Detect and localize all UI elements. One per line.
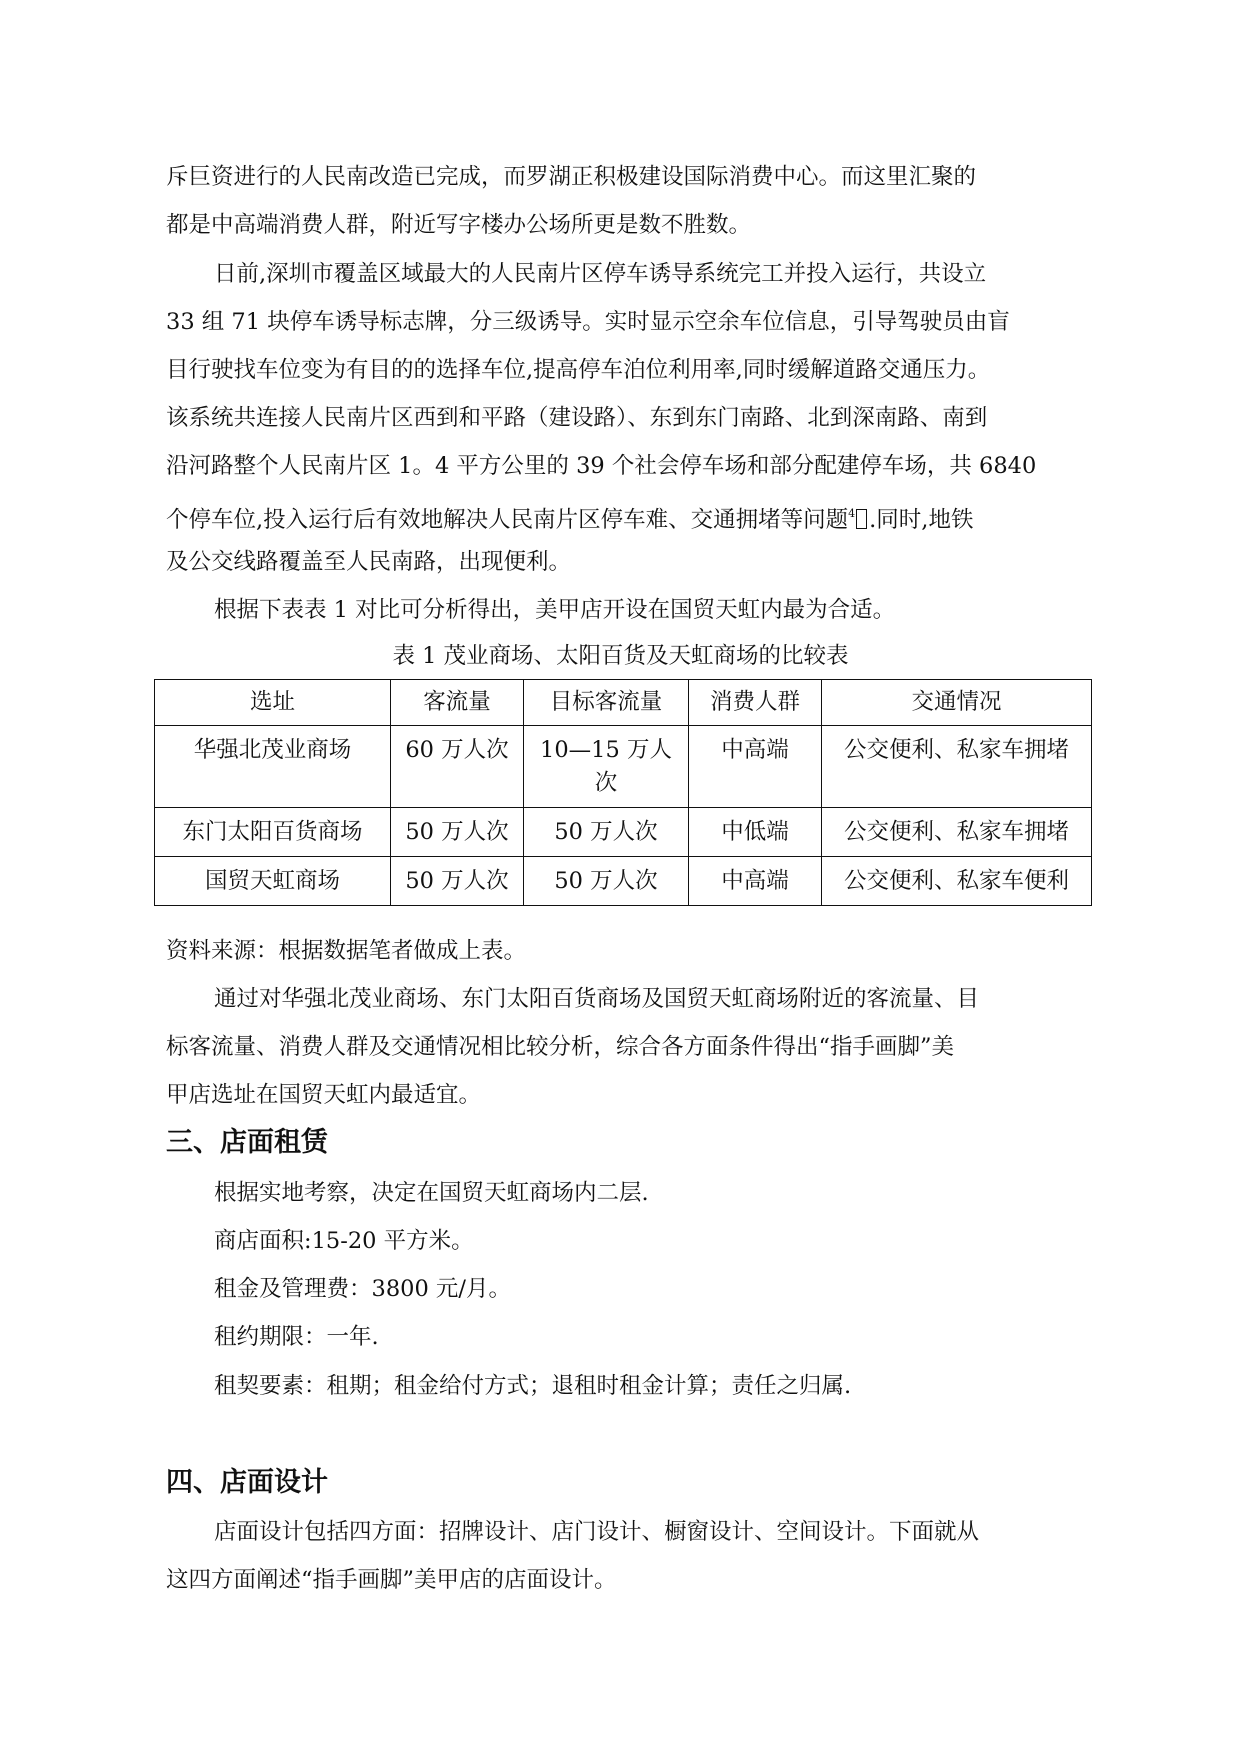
table-row (155, 726, 1092, 808)
body-text-fragment: .同时,地铁 (869, 507, 974, 533)
body-text-line: 33 组 71 块停车诱导标志牌，分三级诱导。实时显示空余车位信息，引导驾驶员由盲 (166, 309, 1010, 335)
table-cell: 东门太阳百货商场 (155, 808, 391, 857)
body-text-line: 租契要素：租期；租金给付方式；退租时租金计算；责任之归属. (214, 1373, 852, 1399)
table-row (155, 857, 1092, 906)
body-text-line: 商店面积:15-20 平方米。 (214, 1228, 474, 1254)
column-header: 客流量 (391, 680, 524, 726)
table-cell: 60 万人次 (391, 726, 524, 808)
column-header: 目标客流量 (524, 680, 689, 726)
column-header: 选址 (155, 680, 391, 726)
table-cell: 中低端 (689, 808, 822, 857)
body-text-line (166, 498, 1091, 536)
column-header: 交通情况 (822, 680, 1092, 726)
body-text-line: 沿河路整个人民南片区 1。4 平方公里的 39 个社会停车场和部分配建停车场，共 6840 (166, 453, 1037, 479)
comparison-table (154, 679, 1092, 906)
table-cell: 中高端 (689, 726, 822, 808)
table-cell: 国贸天虹商场 (155, 857, 391, 906)
body-text-line: 根据实地考察，决定在国贸天虹商场内二层. (214, 1180, 649, 1206)
table-cell: 公交便利、私家车拥堵 (822, 726, 1092, 808)
table-source-note: 资料来源：根据数据笔者做成上表。 (166, 938, 527, 964)
body-text-line: 都是中高端消费人群，附近写字楼办公场所更是数不胜数。 (166, 212, 752, 238)
table-cell: 中高端 (689, 857, 822, 906)
section-heading: 四、店面设计 (166, 1467, 328, 1498)
body-text-fragment: 个停车位,投入运行后有效地解决人民南片区停车难、交通拥堵等问题 (166, 507, 849, 533)
table-cell: 华强北茂业商场 (155, 726, 391, 808)
table-row (155, 808, 1092, 857)
body-text-line: 及公交线路覆盖至人民南路，出现便利。 (166, 549, 572, 575)
body-text-line: 店面设计包括四方面：招牌设计、店门设计、橱窗设计、空间设计。下面就从 (214, 1519, 980, 1545)
body-text-line: 甲店选址在国贸天虹内最适宜。 (166, 1082, 482, 1108)
table-cell: 50 万人次 (391, 857, 524, 906)
table-cell: 10—15 万人次 (524, 726, 689, 808)
body-text-line: 通过对华强北茂业商场、东门太阳百货商场及国贸天虹商场附近的客流量、目 (214, 986, 980, 1012)
missing-glyph-box (856, 509, 867, 529)
body-text-line: 根据下表表 1 对比可分析得出，美甲店开设在国贸天虹内最为合适。 (214, 597, 896, 623)
body-text-line: 租约期限：一年. (214, 1324, 379, 1350)
body-text-line: 目行驶找车位变为有目的的选择车位,提高停车泊位利用率,同时缓解道路交通压力。 (166, 357, 991, 383)
table-cell: 50 万人次 (524, 857, 689, 906)
table-cell: 公交便利、私家车便利 (822, 857, 1092, 906)
column-header: 消费人群 (689, 680, 822, 726)
body-text-line: 斥巨资进行的人民南改造已完成，而罗湖正积极建设国际消费中心。而这里汇聚的 (166, 164, 977, 190)
table-cell: 50 万人次 (391, 808, 524, 857)
table-header-row (155, 680, 1092, 726)
footnote-reference: 4 (848, 507, 856, 520)
table-cell: 公交便利、私家车拥堵 (822, 808, 1092, 857)
body-text-line: 该系统共连接人民南片区西到和平路（建设路）、东到东门南路、北到深南路、南到 (166, 405, 988, 431)
body-text-line: 标客流量、消费人群及交通情况相比较分析，综合各方面条件得出“指手画脚”美 (166, 1034, 955, 1060)
body-text-line: 这四方面阐述“指手画脚”美甲店的店面设计。 (166, 1567, 617, 1593)
table-cell: 50 万人次 (524, 808, 689, 857)
body-text-line: 租金及管理费：3800 元/月。 (214, 1276, 511, 1302)
table-caption: 表 1 茂业商场、太阳百货及天虹商场的比较表 (392, 643, 849, 669)
section-heading: 三、店面租赁 (166, 1127, 328, 1158)
body-text-line: 日前,深圳市覆盖区域最大的人民南片区停车诱导系统完工并投入运行，共设立 (214, 261, 987, 287)
